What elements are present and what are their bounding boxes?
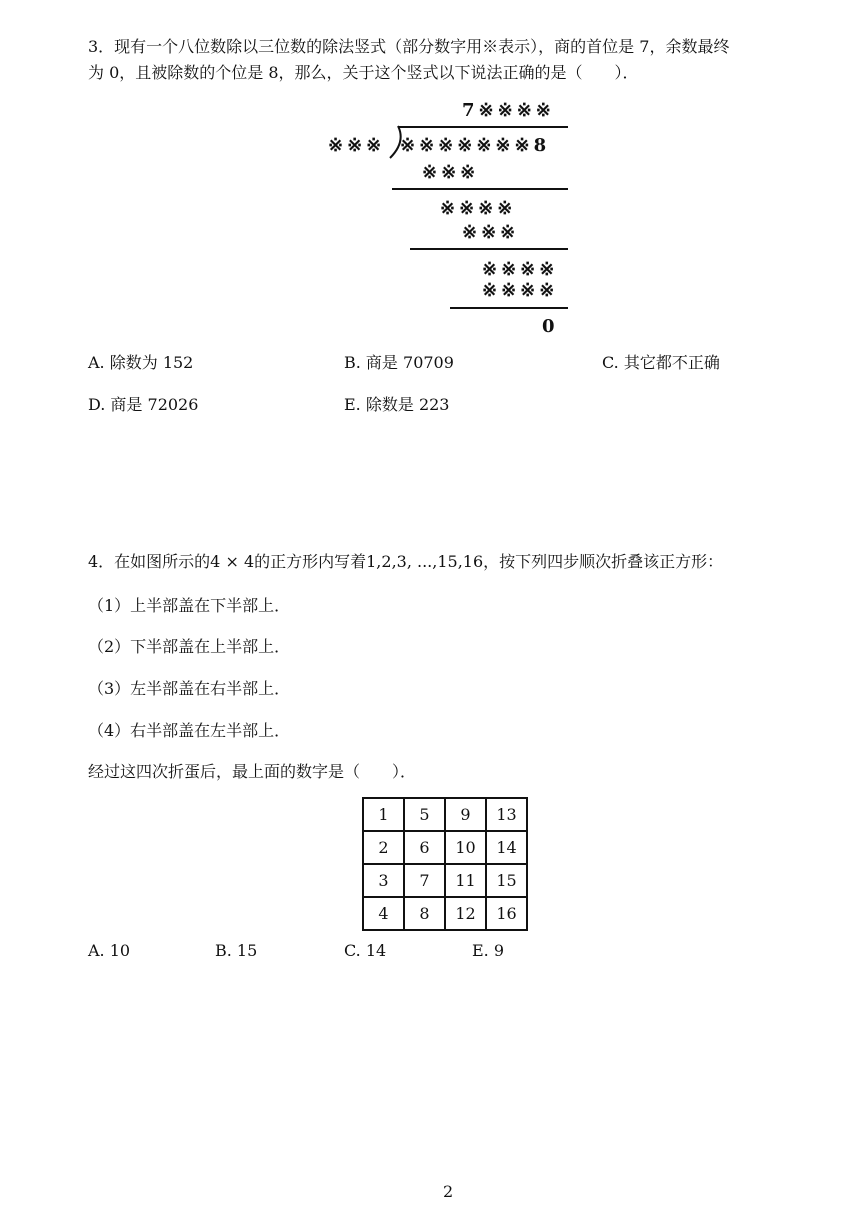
number-grid: [362, 797, 528, 931]
grid-cell: 3: [363, 864, 404, 897]
q4-question: 经过这四次折蛋后，最上面的数字是（ ）．: [88, 762, 417, 781]
grid-cell: 5: [404, 798, 445, 831]
grid-cell: 12: [445, 897, 486, 930]
q4-step-3: （3）左半部盖在右半部上．: [88, 679, 291, 698]
grid-cell: 15: [486, 864, 527, 897]
division-bar: [398, 126, 568, 128]
grid-row: [363, 831, 527, 864]
grid-cell: 14: [486, 831, 527, 864]
q4-option-a: A. 10: [88, 941, 131, 960]
dividend: ※※※※※※※8: [400, 135, 551, 156]
grid-cell: 8: [404, 897, 445, 930]
q4-step-2: （2）下半部盖在上半部上．: [88, 637, 291, 656]
final-remainder: 0: [542, 316, 559, 337]
grid-cell: 16: [486, 897, 527, 930]
q3-option-a: A. 除数为 152: [88, 353, 194, 372]
rule-2: [410, 248, 568, 250]
grid-cell: 2: [363, 831, 404, 864]
grid-cell: 9: [445, 798, 486, 831]
q3-option-b: B. 商是 70709: [344, 353, 454, 372]
page-number: 2: [443, 1182, 454, 1201]
quotient: 7※※※※: [462, 100, 555, 121]
grid-cell: 1: [363, 798, 404, 831]
q3-line2: 为 0，且被除数的个位是 8，那么，关于这个竖式以下说法正确的是（ ）．: [88, 63, 639, 82]
q4-option-c: C. 14: [344, 941, 387, 960]
grid-cell: 10: [445, 831, 486, 864]
step3-product: ※※※: [462, 222, 520, 243]
q3-option-e: E. 除数是 223: [344, 395, 450, 414]
q4-line1: 4．在如图所示的4 × 4的正方形内写着1,2,3, ...,15,16，按下列四步顺次折叠该正方形：: [88, 552, 724, 571]
divisor: ※※※: [328, 135, 386, 156]
rule-3: [450, 307, 568, 309]
step5-product: ※※※※: [482, 280, 559, 301]
grid-cell: 6: [404, 831, 445, 864]
q3-line1: 3．现有一个八位数除以三位数的除法竖式（部分数字用※表示），商的首位是 7，余数最终: [88, 37, 730, 56]
step2-remainder: ※※※※: [440, 198, 517, 219]
grid-cell: 7: [404, 864, 445, 897]
q3-option-d: D. 商是 72026: [88, 395, 199, 414]
grid-cell: 11: [445, 864, 486, 897]
grid-row: [363, 798, 527, 831]
q4-option-e: E. 9: [472, 941, 505, 960]
grid-cell: 4: [363, 897, 404, 930]
step1-product: ※※※: [422, 162, 480, 183]
grid-row: [363, 864, 527, 897]
q4-step-4: （4）右半部盖在左半部上．: [88, 721, 291, 740]
step4-remainder: ※※※※: [482, 259, 559, 280]
grid-cell: 13: [486, 798, 527, 831]
q3-option-c: C. 其它都不正确: [602, 353, 720, 372]
q4-option-b: B. 15: [215, 941, 258, 960]
rule-1: [392, 188, 568, 190]
q4-step-1: （1）上半部盖在下半部上．: [88, 596, 291, 615]
grid-row: [363, 897, 527, 930]
